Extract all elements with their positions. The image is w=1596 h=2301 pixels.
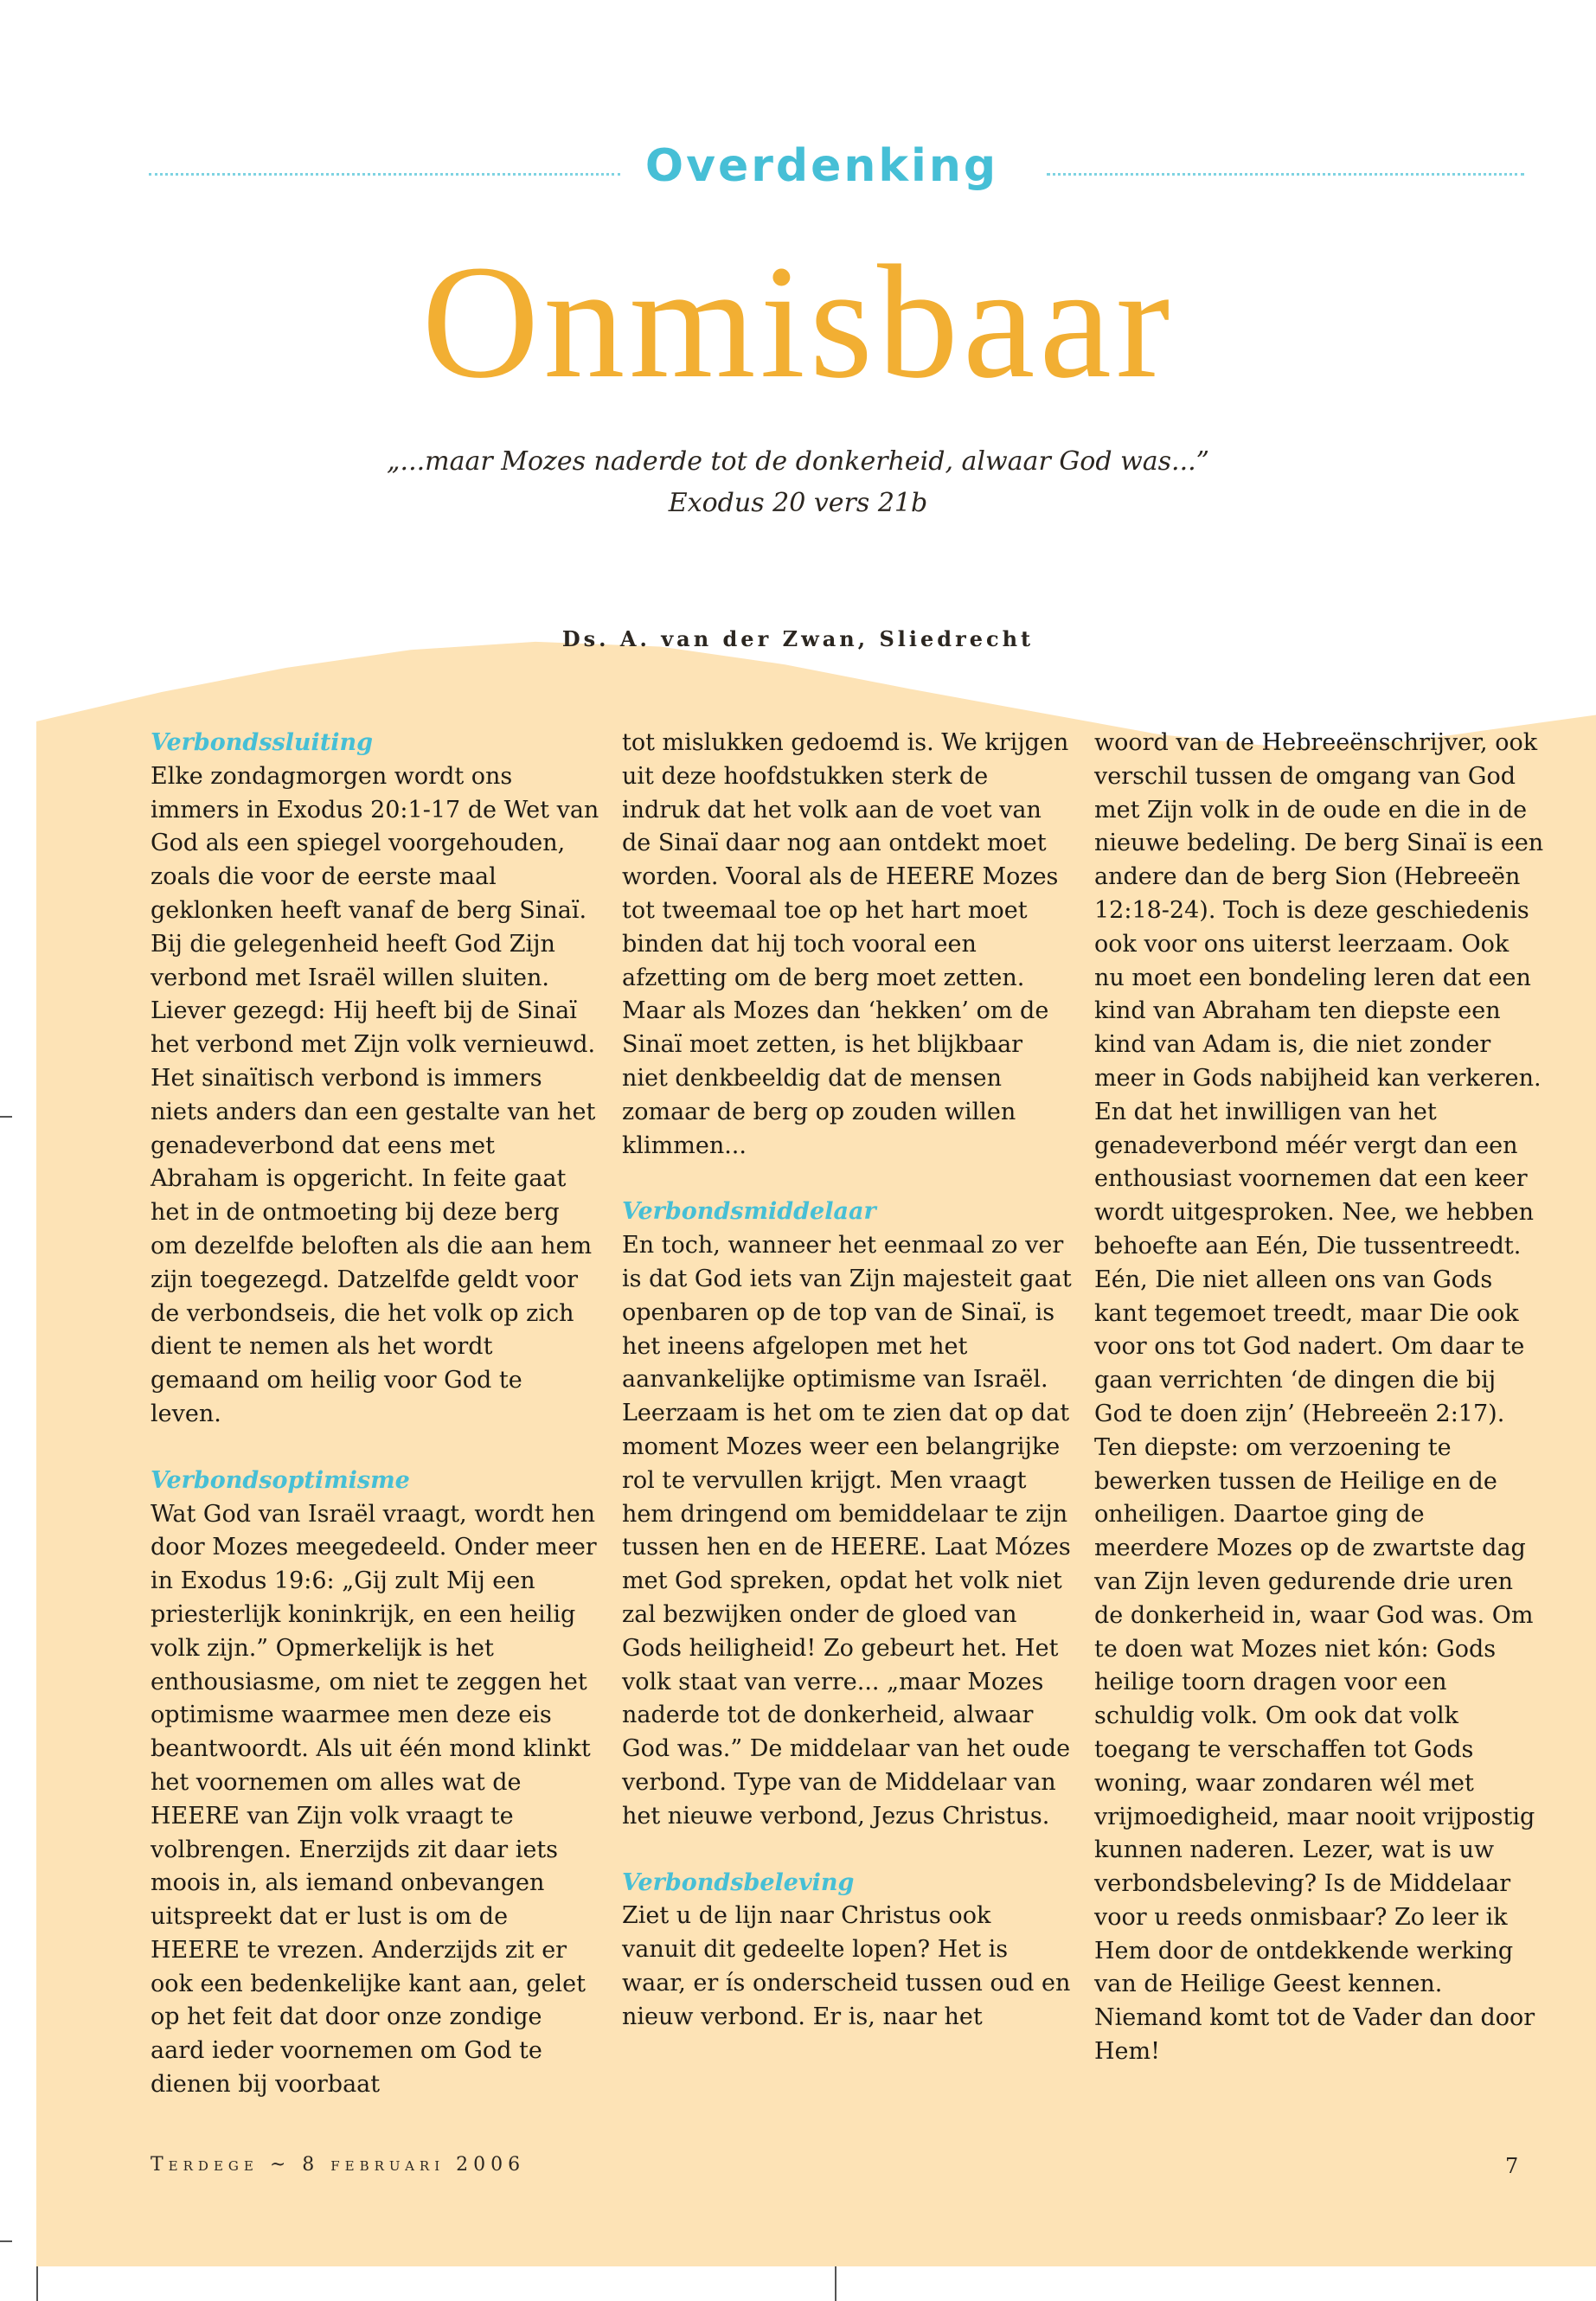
subheading-verbondsmiddelaar: Verbondsmiddelaar bbox=[622, 1198, 876, 1226]
column-3 bbox=[1094, 727, 1544, 2102]
body-text: Ziet u de lijn naar Christus ook vanuit dit gedeelte lopen? Het is waar, er ís onderscheid tussen oud en nieuw verbond. Er is, naar het bbox=[622, 1902, 1071, 2030]
column-1 bbox=[151, 727, 600, 2135]
page-number: 7 bbox=[1505, 2154, 1519, 2178]
footer-publication: Terdege ~ 8 februari 2006 bbox=[151, 2154, 526, 2176]
body-text: Elke zondagmorgen wordt ons immers in Exodus 20:1-17 de Wet van God als een spiegel voorgehouden, zoals die voor de eerste maal geklonken heeft vanaf de berg Sinaï. Bij die gelegenheid heeft God Zijn verbond met Israël willen sluiten. Liever gezegd: Hij heeft bij de Sinaï het verbond met Zijn volk vernieuwd. Het sinaïtisch verbond is immers niets anders dan een gestalte van het genadeverbond dat eens met Abraham is opgericht. In feite gaat het in de ontmoeting bij deze berg om dezelfde beloften als die aan hem zijn toegezegd. Datzelfde geldt voor de verbondseis, die het volk op zich dient te nemen als het wordt gemaand om heilig voor God te leven. bbox=[151, 762, 599, 1427]
subheading-verbondssluiting: Verbondssluiting bbox=[151, 729, 374, 756]
body-text: tot mislukken gedoemd is. We krijgen uit deze hoofdstukken sterk de indruk dat het volk aan de voet van de Sinaï daar nog aan ontdekt moet worden. Vooral als de HEERE Mozes tot tweemaal toe op het hart moet binden dat hij toch vooral een afzetting om de berg moet zetten. Maar als Mozes dan ‘hekken’ om de Sinaï moet zetten, is het blijkbaar niet denkbeeldig dat de mensen zomaar de berg op zouden willen klimmen... bbox=[622, 729, 1069, 1159]
quote-text: „...maar Mozes naderde tot de donkerheid, alwaar God was...” bbox=[386, 446, 1209, 477]
section-kicker: Overdenking bbox=[644, 140, 999, 192]
paragraph bbox=[622, 1195, 1072, 1833]
body-text: Wat God van Israël vraagt, wordt hen door Mozes meegedeeld. Onder meer in Exodus 19:6: „Gij zult Mij een priesterlijk koninkrijk, en een heilig volk zijn.” Opmerkelijk is het enthousiasme, om niet te zeggen het optimisme waarmee men deze eis beantwoordt. Als uit één mond klinkt het voornemen om alles wat de HEERE van Zijn volk vraagt te volbrengen. Enerzijds zit daar iets moois in, als iemand onbevangen uitspreekt dat er lust is om de HEERE te vrezen. Anderzijds zit er ook een bedenkelijke kant aan, gelet op het feit dat door onze zondige aard ieder voornemen om God te dienen bij voorbaat bbox=[151, 1500, 597, 2099]
crop-mark bbox=[0, 1116, 12, 1118]
crop-mark bbox=[36, 2266, 38, 2301]
paragraph bbox=[151, 727, 600, 1432]
body-text: En toch, wanneer het eenmaal zo ver is dat God iets van Zijn majesteit gaat openbaren op de top van de Sinaï, is het ineens afgelopen met het aanvankelijke optimisme van Israël. Leerzaam is het om te zien dat op dat moment Mozes weer een belangrijke rol te vervullen krijgt. Men vraagt hem dringend om bemiddelaar te zijn tussen hen en de HEERE. Laat Mózes met God spreken, opdat het volk niet zal bezwijken onder de gloed van Gods heiligheid! Zo gebeurt het. Het volk staat van verre... „maar Mozes naderde tot de donkerheid, alwaar God was.” De middelaar van het oude verbond. Type van de Middelaar van het nieuwe verbond, Jezus Christus. bbox=[622, 1232, 1072, 1830]
paragraph bbox=[151, 1465, 600, 2102]
paragraph bbox=[1094, 727, 1544, 2069]
subheading-verbondsoptimisme: Verbondsoptimisme bbox=[151, 1466, 410, 1494]
paragraph bbox=[622, 727, 1072, 1163]
author-byline: Ds. A. van der Zwan, Sliedrecht bbox=[561, 626, 1035, 651]
scripture-quote bbox=[0, 441, 1596, 524]
crop-mark bbox=[835, 2266, 836, 2301]
header-rule-left bbox=[149, 173, 620, 176]
crop-mark bbox=[0, 2240, 12, 2242]
quote-reference: Exodus 20 vers 21b bbox=[668, 488, 928, 518]
body-text: woord van de Hebreeënschrijver, ook verschil tussen de omgang van God met Zijn volk in de oude en die in de nieuwe bedeling. De berg Sinaï is een andere dan de berg Sion (Hebreeën 12:18-24). Toch is deze geschiedenis ook voor ons uiterst leerzaam. Ook nu moet een bondeling leren dat een kind van Abraham ten diepste een kind van Adam is, die niet zonder meer in Gods nabijheid kan verkeren. En dat het inwilligen van het genadeverbond méér vergt dan een enthousiast voornemen dat een keer wordt uitgesproken. Nee, we hebben behoefte aan Eén, Die tussentreedt. Eén, Die niet alleen ons van Gods kant tegemoet treedt, maar Die ook voor ons tot God nadert. Om daar te gaan verrichten ‘de dingen die bij God te doen zijn’ (Hebreeën 2:17). Ten diepste: om verzoening te bewerken tussen de Heilige en de onheiligen. Daartoe ging de meerdere Mozes op de zwartste dag van Zijn leven gedurende drie uren de donkerheid in, waar God was. Om te doen wat Mozes niet kón: Gods heilige toorn dragen voor een schuldig volk. Om ook dat volk toegang te verschaffen tot Gods woning, waar zondaren wél met vrijmoedigheid, maar nooit vrijpostig kunnen naderen. Lezer, wat is uw verbondsbeleving? Is de Middelaar voor u reeds onmisbaar? Zo leer ik Hem door de ontdekkende werking van de Heilige Geest kennen. Niemand komt tot de Vader dan door Hem! bbox=[1094, 729, 1544, 2066]
header-rule-right bbox=[1047, 173, 1524, 176]
column-2 bbox=[622, 727, 1072, 2067]
subheading-verbondsbeleving: Verbondsbeleving bbox=[622, 1868, 855, 1896]
article-title: Onmisbaar bbox=[421, 231, 1175, 412]
paragraph bbox=[622, 1867, 1072, 2035]
